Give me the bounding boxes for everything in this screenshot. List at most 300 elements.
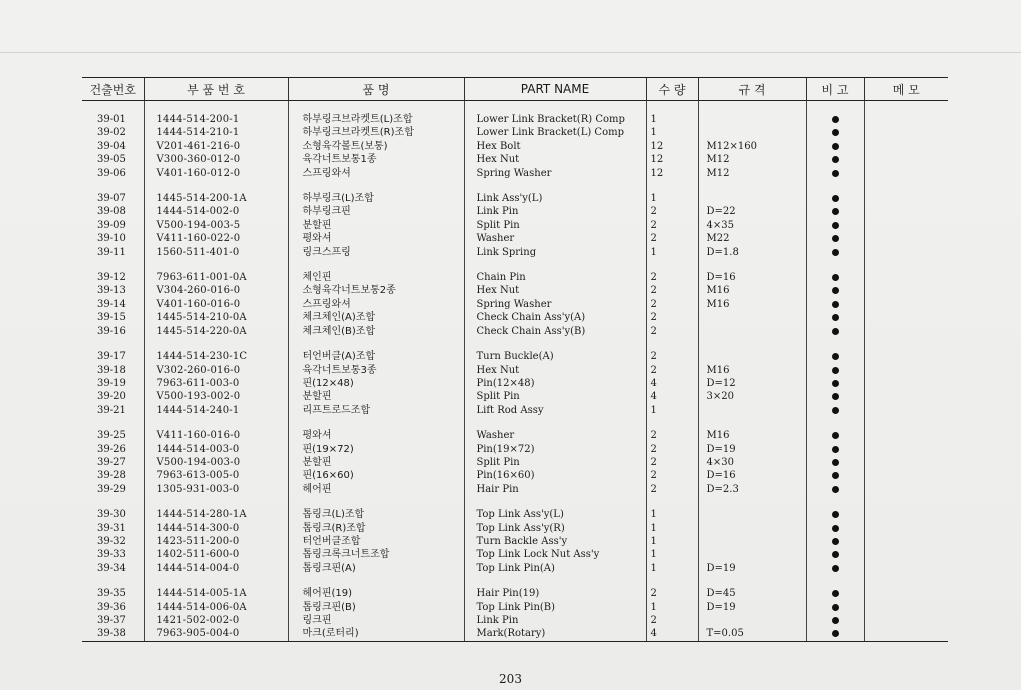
part-id: 39-04 (97, 140, 126, 152)
spacer-cell (806, 180, 864, 192)
part-note (806, 535, 864, 548)
part-name-kr: 하부링크브라켓트(L)조합 (288, 113, 464, 126)
table-row (82, 350, 948, 363)
table-row (82, 205, 948, 218)
part-name-kr: 톱링크(R)조합 (288, 522, 464, 535)
part-number: 1305-931-003-0 (144, 483, 288, 496)
spacer-cell (806, 101, 864, 114)
part-note (806, 404, 864, 417)
part-note (806, 325, 864, 338)
part-name-en: Top Link Ass'y(R) (464, 522, 646, 535)
part-memo (864, 508, 948, 521)
part-id: 39-11 (97, 246, 126, 258)
part-number: 1444-514-300-0 (144, 522, 288, 535)
part-name-en: Hair Pin (464, 483, 646, 496)
part-name-kr: 하부링크핀 (288, 205, 464, 218)
group-spacer (82, 496, 948, 508)
part-qty: 4 (646, 377, 698, 390)
part-number: 1421-502-002-0 (144, 614, 288, 627)
part-note (806, 192, 864, 205)
part-note (806, 508, 864, 521)
part-name-en: Pin(16×60) (464, 469, 646, 482)
part-qty: 2 (646, 587, 698, 600)
header-memo: 메 모 (864, 78, 948, 101)
part-note (806, 140, 864, 153)
part-name-kr: 핀(12×48) (288, 377, 464, 390)
part-id: 39-16 (97, 325, 126, 337)
part-spec: D=19 (698, 562, 806, 575)
part-spec (698, 325, 806, 338)
spacer-cell (82, 259, 144, 271)
part-name-en: Spring Washer (464, 167, 646, 180)
filled-dot-icon (832, 314, 839, 321)
part-spec (698, 522, 806, 535)
group-spacer (82, 575, 948, 587)
parts-table (82, 77, 948, 642)
part-spec (698, 192, 806, 205)
spacer-cell (144, 259, 288, 271)
header-part-name: PART NAME (464, 78, 646, 101)
part-number: V401-160-012-0 (144, 167, 288, 180)
part-qty: 1 (646, 548, 698, 561)
part-id: 39-33 (97, 549, 126, 561)
spacer-cell (464, 338, 646, 350)
table-row (82, 483, 948, 496)
part-spec: 4×35 (698, 219, 806, 232)
part-number: 7963-905-004-0 (144, 627, 288, 641)
part-name-en: Spring Washer (464, 298, 646, 311)
part-id: 39-31 (97, 522, 126, 534)
filled-dot-icon (832, 459, 839, 466)
part-name-en: Hex Bolt (464, 140, 646, 153)
table-row (82, 167, 948, 180)
part-memo (864, 205, 948, 218)
filled-dot-icon (832, 486, 839, 493)
filled-dot-icon (832, 367, 839, 374)
spacer-cell (288, 496, 464, 508)
part-name-en: Mark(Rotary) (464, 627, 646, 641)
part-name-en: Washer (464, 232, 646, 245)
part-number: 1444-514-240-1 (144, 404, 288, 417)
part-name-kr: 분할핀 (288, 456, 464, 469)
part-name-kr: 하부링크(L)조합 (288, 192, 464, 205)
table-row (82, 587, 948, 600)
filled-dot-icon (832, 274, 839, 281)
spacer-cell (698, 259, 806, 271)
spacer-cell (698, 180, 806, 192)
table-row (82, 153, 948, 166)
header-spec: 규 격 (698, 78, 806, 101)
part-id: 39-06 (97, 167, 126, 179)
part-qty: 1 (646, 535, 698, 548)
part-id: 39-34 (97, 562, 126, 574)
spacer-cell (288, 338, 464, 350)
part-memo (864, 601, 948, 614)
part-qty: 1 (646, 246, 698, 259)
part-number: 1402-511-600-0 (144, 548, 288, 561)
spacer-cell (864, 338, 948, 350)
part-number: V500-194-003-0 (144, 456, 288, 469)
filled-dot-icon (832, 380, 839, 387)
part-memo (864, 535, 948, 548)
part-number: 1445-514-210-0A (144, 311, 288, 324)
part-spec: D=45 (698, 587, 806, 600)
part-id: 39-27 (97, 456, 126, 468)
part-memo (864, 325, 948, 338)
filled-dot-icon (832, 511, 839, 518)
part-note (806, 614, 864, 627)
spacer-cell (82, 575, 144, 587)
part-name-en: Link Ass'y(L) (464, 192, 646, 205)
filled-dot-icon (832, 195, 839, 202)
spacer-cell (698, 417, 806, 429)
part-memo (864, 522, 948, 535)
part-id: 39-13 (97, 285, 126, 297)
part-memo (864, 298, 948, 311)
spacer-cell (646, 259, 698, 271)
part-memo (864, 192, 948, 205)
part-memo (864, 284, 948, 297)
part-qty: 12 (646, 153, 698, 166)
part-memo (864, 614, 948, 627)
part-name-kr: 톱링크핀(A) (288, 562, 464, 575)
part-name-kr: 체크체인(B)조합 (288, 325, 464, 338)
group-spacer (82, 338, 948, 350)
part-name-kr: 톱링크핀(B) (288, 601, 464, 614)
part-note (806, 219, 864, 232)
part-number: V302-260-016-0 (144, 364, 288, 377)
filled-dot-icon (832, 446, 839, 453)
spacer-cell (288, 101, 464, 114)
part-memo (864, 429, 948, 442)
part-number: V411-160-022-0 (144, 232, 288, 245)
group-spacer (82, 101, 948, 114)
part-qty: 2 (646, 364, 698, 377)
part-note (806, 364, 864, 377)
part-number: 1444-514-280-1A (144, 508, 288, 521)
part-note (806, 456, 864, 469)
part-spec (698, 404, 806, 417)
part-number: 1444-514-003-0 (144, 443, 288, 456)
spacer-cell (698, 101, 806, 114)
part-qty: 12 (646, 167, 698, 180)
part-number: V304-260-016-0 (144, 284, 288, 297)
part-note (806, 205, 864, 218)
parts-table-body (82, 101, 948, 642)
table-row (82, 364, 948, 377)
part-spec: M16 (698, 364, 806, 377)
part-name-en: Hair Pin(19) (464, 587, 646, 600)
part-note (806, 232, 864, 245)
spacer-cell (864, 180, 948, 192)
part-name-en: Pin(19×72) (464, 443, 646, 456)
part-name-en: Lower Link Bracket(L) Comp (464, 126, 646, 139)
part-note (806, 350, 864, 363)
part-memo (864, 377, 948, 390)
part-name-kr: 체크체인(A)조합 (288, 311, 464, 324)
spacer-cell (464, 417, 646, 429)
part-id: 39-18 (97, 364, 126, 376)
part-id: 39-32 (97, 535, 126, 547)
part-name-kr: 육각너트보통3종 (288, 364, 464, 377)
part-qty: 2 (646, 232, 698, 245)
filled-dot-icon (832, 328, 839, 335)
part-spec (698, 508, 806, 521)
part-memo (864, 232, 948, 245)
part-name-en: Turn Backle Ass'y (464, 535, 646, 548)
filled-dot-icon (832, 472, 839, 479)
part-name-kr: 핀(16×60) (288, 469, 464, 482)
part-note (806, 483, 864, 496)
filled-dot-icon (832, 353, 839, 360)
part-memo (864, 443, 948, 456)
table-row (82, 298, 948, 311)
part-memo (864, 404, 948, 417)
part-qty: 2 (646, 219, 698, 232)
part-spec: D=1.8 (698, 246, 806, 259)
part-name-en: Top Link Ass'y(L) (464, 508, 646, 521)
spacer-cell (864, 101, 948, 114)
part-number: 1445-514-200-1A (144, 192, 288, 205)
part-memo (864, 469, 948, 482)
part-id: 39-25 (97, 430, 126, 442)
part-qty: 4 (646, 627, 698, 641)
part-number: 1444-514-210-1 (144, 126, 288, 139)
part-name-en: Link Spring (464, 246, 646, 259)
part-qty: 2 (646, 429, 698, 442)
part-memo (864, 167, 948, 180)
part-id: 39-02 (97, 127, 126, 139)
spacer-cell (864, 496, 948, 508)
part-spec: D=19 (698, 443, 806, 456)
part-note (806, 587, 864, 600)
table-row (82, 601, 948, 614)
part-number: V201-461-216-0 (144, 140, 288, 153)
part-name-en: Top Link Pin(A) (464, 562, 646, 575)
group-spacer (82, 180, 948, 192)
spacer-cell (646, 338, 698, 350)
table-row (82, 377, 948, 390)
part-name-en: Lower Link Bracket(R) Comp (464, 113, 646, 126)
part-qty: 4 (646, 390, 698, 403)
part-note (806, 627, 864, 641)
part-name-en: Top Link Pin(B) (464, 601, 646, 614)
part-name-kr: 분할핀 (288, 390, 464, 403)
filled-dot-icon (832, 407, 839, 414)
part-memo (864, 271, 948, 284)
part-id: 39-20 (97, 391, 126, 403)
page-number: 203 (499, 672, 522, 686)
part-name-en: Washer (464, 429, 646, 442)
part-note (806, 377, 864, 390)
part-id: 39-07 (97, 193, 126, 205)
part-spec (698, 614, 806, 627)
part-note (806, 548, 864, 561)
part-number: 1444-514-006-0A (144, 601, 288, 614)
table-row (82, 429, 948, 442)
filled-dot-icon (832, 590, 839, 597)
part-name-kr: 소형육각너트보통2종 (288, 284, 464, 297)
header-note: 비 고 (806, 78, 864, 101)
part-id: 39-28 (97, 470, 126, 482)
filled-dot-icon (832, 249, 839, 256)
part-note (806, 601, 864, 614)
table-row (82, 627, 948, 641)
part-number: 1444-514-002-0 (144, 205, 288, 218)
part-note (806, 271, 864, 284)
part-qty: 2 (646, 483, 698, 496)
part-id: 39-21 (97, 404, 126, 416)
part-spec: D=16 (698, 271, 806, 284)
spacer-cell (646, 101, 698, 114)
table-row (82, 192, 948, 205)
table-header-row (82, 78, 948, 101)
part-name-kr: 헤어핀(19) (288, 587, 464, 600)
part-name-en: Pin(12×48) (464, 377, 646, 390)
part-spec: M12 (698, 167, 806, 180)
spacer-cell (464, 101, 646, 114)
filled-dot-icon (832, 235, 839, 242)
spacer-cell (646, 180, 698, 192)
spacer-cell (698, 338, 806, 350)
spacer-cell (646, 575, 698, 587)
part-id: 39-35 (97, 588, 126, 600)
part-id: 39-08 (97, 206, 126, 218)
part-id: 39-17 (97, 351, 126, 363)
part-name-kr: 리프트로드조합 (288, 404, 464, 417)
part-note (806, 522, 864, 535)
part-name-kr: 스프링와셔 (288, 167, 464, 180)
spacer-cell (864, 575, 948, 587)
part-id: 39-09 (97, 219, 126, 231)
table-row (82, 140, 948, 153)
part-qty: 2 (646, 350, 698, 363)
part-spec: M16 (698, 429, 806, 442)
spacer-cell (806, 496, 864, 508)
part-id: 39-36 (97, 601, 126, 613)
spacer-cell (646, 496, 698, 508)
filled-dot-icon (832, 432, 839, 439)
table-row (82, 232, 948, 245)
part-spec (698, 535, 806, 548)
table-row (82, 508, 948, 521)
part-note (806, 429, 864, 442)
part-name-en: Hex Nut (464, 364, 646, 377)
spacer-cell (806, 259, 864, 271)
part-memo (864, 456, 948, 469)
part-note (806, 246, 864, 259)
part-memo (864, 113, 948, 126)
spacer-cell (82, 417, 144, 429)
part-number: V500-193-002-0 (144, 390, 288, 403)
table-row (82, 113, 948, 126)
table-row (82, 219, 948, 232)
spacer-cell (288, 180, 464, 192)
part-memo (864, 311, 948, 324)
part-name-kr: 링크스프링 (288, 246, 464, 259)
table-row (82, 390, 948, 403)
part-name-en: Lift Rod Assy (464, 404, 646, 417)
filled-dot-icon (832, 222, 839, 229)
group-spacer (82, 259, 948, 271)
part-number: 7963-613-005-0 (144, 469, 288, 482)
table-row (82, 562, 948, 575)
part-id: 39-38 (82, 627, 144, 641)
part-name-en: Link Pin (464, 614, 646, 627)
spacer-cell (806, 417, 864, 429)
spacer-cell (144, 417, 288, 429)
part-spec (698, 548, 806, 561)
spacer-cell (464, 496, 646, 508)
part-memo (864, 627, 948, 641)
part-qty: 2 (646, 614, 698, 627)
part-name-en: Check Chain Ass'y(A) (464, 311, 646, 324)
part-qty: 1 (646, 192, 698, 205)
part-memo (864, 153, 948, 166)
part-memo (864, 219, 948, 232)
part-name-kr: 링크핀 (288, 614, 464, 627)
part-qty: 2 (646, 443, 698, 456)
table-row (82, 614, 948, 627)
filled-dot-icon (832, 208, 839, 215)
part-number: V401-160-016-0 (144, 298, 288, 311)
part-number: 1444-514-230-1C (144, 350, 288, 363)
part-name-en: Check Chain Ass'y(B) (464, 325, 646, 338)
part-id: 39-37 (97, 615, 126, 626)
table-row (82, 271, 948, 284)
spacer-cell (82, 338, 144, 350)
part-name-kr: 터언버클조합 (288, 535, 464, 548)
part-qty: 1 (646, 126, 698, 139)
part-qty: 2 (646, 298, 698, 311)
part-name-en: Split Pin (464, 456, 646, 469)
spacer-cell (82, 180, 144, 192)
part-id: 39-19 (97, 377, 126, 389)
spacer-cell (82, 496, 144, 508)
filled-dot-icon (832, 393, 839, 400)
spacer-cell (464, 259, 646, 271)
spacer-cell (288, 259, 464, 271)
spacer-cell (144, 101, 288, 114)
part-spec: M16 (698, 284, 806, 297)
part-spec: M12×160 (698, 140, 806, 153)
filled-dot-icon (832, 604, 839, 611)
sheet-edge-line (0, 52, 1021, 53)
table-row (82, 325, 948, 338)
filled-dot-icon (832, 170, 839, 177)
filled-dot-icon (832, 538, 839, 545)
part-spec (698, 113, 806, 126)
part-note (806, 284, 864, 297)
part-number: V300-360-012-0 (144, 153, 288, 166)
part-name-en: Hex Nut (464, 284, 646, 297)
filled-dot-icon (832, 565, 839, 572)
part-memo (864, 140, 948, 153)
table-row (82, 311, 948, 324)
spacer-cell (144, 338, 288, 350)
spacer-cell (698, 575, 806, 587)
part-id: 39-14 (97, 298, 126, 310)
table-row (82, 443, 948, 456)
part-number: 7963-611-001-0A (144, 271, 288, 284)
part-qty: 2 (646, 311, 698, 324)
part-name-kr: 분할핀 (288, 219, 464, 232)
part-name-kr: 육각너트보통1종 (288, 153, 464, 166)
filled-dot-icon (832, 301, 839, 308)
part-spec (698, 126, 806, 139)
part-spec: D=12 (698, 377, 806, 390)
part-qty: 1 (646, 522, 698, 535)
